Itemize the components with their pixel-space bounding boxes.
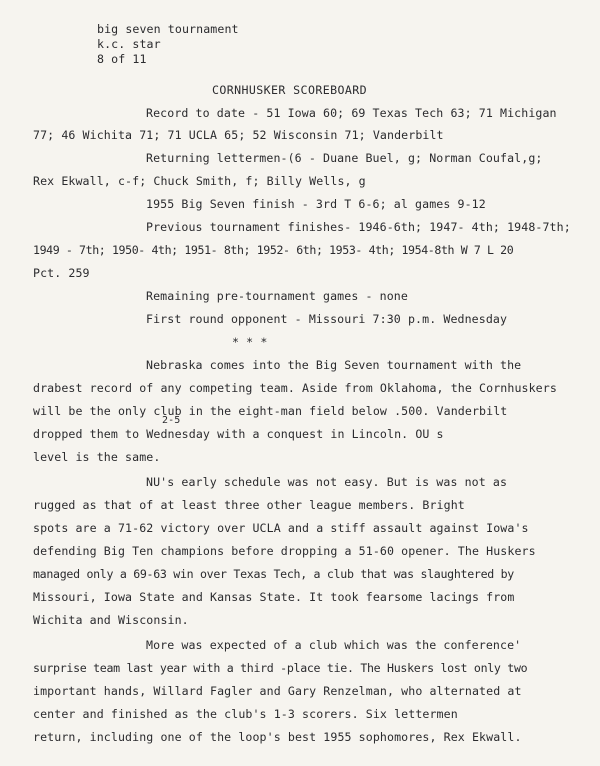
- body-p2-line-1: NU's early schedule was not easy. But is was not as: [146, 475, 508, 489]
- lettermen-line-2: Rex Ekwall, c-f; Chuck Smith, f; Billy Wells, g: [33, 174, 366, 188]
- remaining-games: Remaining pre-tournament games - none: [146, 289, 408, 303]
- body-p2-line-7: Wichita and Wisconsin.: [33, 613, 189, 627]
- body-p2-line-5: managed only a 69-63 win over Texas Tech, a club that was slaughtered by: [33, 567, 514, 581]
- body-p1-line-5: level is the same.: [33, 450, 161, 464]
- header-line-1: big seven tournament: [97, 22, 239, 36]
- body-p1-line-2: drabest record of any competing team. Aside from Oklahoma, the Cornhuskers: [33, 381, 557, 395]
- body-p3-line-3: important hands, Willard Fagler and Gary Renzelman, who alternated at: [33, 684, 522, 698]
- header-line-3: 8 of 11: [97, 52, 147, 66]
- record-line-1: Record to date - 51 Iowa 60; 69 Texas Tech 63; 71 Michigan: [146, 106, 557, 120]
- first-round-opponent: First round opponent - Missouri 7:30 p.m. Wednesday: [146, 312, 508, 326]
- page-title: CORNHUSKER SCOREBOARD: [212, 83, 367, 97]
- handwritten-insert: 2-5: [162, 415, 181, 426]
- body-p2-line-3: spots are a 71-62 victory over UCLA and a stiff assault against Iowa's: [33, 521, 529, 535]
- season-finish: 1955 Big Seven finish - 3rd T 6-6; al games 9-12: [146, 197, 486, 211]
- body-p3-line-2: surprise team last year with a third -place tie. The Huskers lost only two: [33, 661, 528, 675]
- lettermen-line-1: Returning lettermen-(6 - Duane Buel, g; Norman Coufal,g;: [146, 151, 543, 165]
- body-p2-line-4: defending Big Ten champions before dropping a 51-60 opener. The Huskers: [33, 544, 536, 558]
- body-p1-line-3: will be the only club in the eight-man field below .500. Vanderbilt: [33, 404, 508, 418]
- body-p3-line-4: center and finished as the club's 1-3 scorers. Six lettermen: [33, 707, 458, 721]
- body-p1-line-1: Nebraska comes into the Big Seven tournament with the: [146, 358, 522, 372]
- previous-finishes-line-2: 1949 - 7th; 1950- 4th; 1951- 8th; 1952- 6th; 1953- 4th; 1954-8th W 7 L 20: [33, 243, 514, 257]
- section-separator: * * *: [232, 335, 268, 349]
- body-p1-line-4: dropped them to Wednesday with a conquest in Lincoln. OU s: [33, 427, 444, 441]
- body-p2-line-6: Missouri, Iowa State and Kansas State. It took fearsome lacings from: [33, 590, 515, 604]
- body-p3-line-5: return, including one of the loop's best 1955 sophomores, Rex Ekwall.: [33, 730, 522, 744]
- previous-finishes-line-3: Pct. 259: [33, 266, 90, 280]
- record-line-2: 77; 46 Wichita 71; 71 UCLA 65; 52 Wisconsin 71; Vanderbilt: [33, 128, 444, 142]
- body-p3-line-1: More was expected of a club which was the conference': [146, 638, 522, 652]
- previous-finishes-line-1: Previous tournament finishes- 1946-6th; 1947- 4th; 1948-7th;: [146, 220, 571, 234]
- header-line-2: k.c. star: [97, 37, 161, 51]
- body-p2-line-2: rugged as that of at least three other league members. Bright: [33, 498, 465, 512]
